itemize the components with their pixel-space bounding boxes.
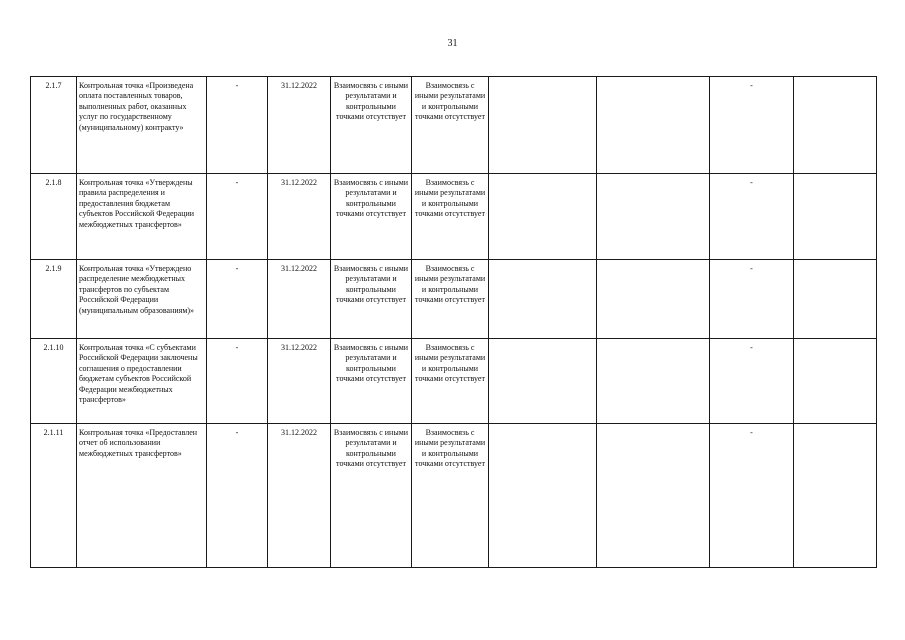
control-point-name: Контрольная точка «Произведена оплата поставленных товаров, выполненных работ, оказанных услуг по государственному (муниципальному) контракту» <box>77 77 207 174</box>
due-date: 31.12.2022 <box>268 77 331 174</box>
table-row <box>31 260 877 339</box>
document-cell: - <box>710 260 794 339</box>
responsible-cell: - <box>207 174 268 260</box>
responsible-cell: - <box>207 77 268 174</box>
row-number: 2.1.9 <box>31 260 77 339</box>
relation-prev: Взаимосвязь с иными результатами и контрольными точками отсутствует <box>331 339 412 424</box>
empty-cell <box>489 77 597 174</box>
empty-cell <box>794 424 877 568</box>
empty-cell <box>597 339 710 424</box>
control-point-name: Контрольная точка «Утверждено распределение межбюджетных трансфертов по субъектам Российской Федерации (муниципальным образованиям)» <box>77 260 207 339</box>
table-row <box>31 339 877 424</box>
row-number: 2.1.8 <box>31 174 77 260</box>
row-number: 2.1.11 <box>31 424 77 568</box>
control-point-name: Контрольная точка «С субъектами Российской Федерации заключены соглашения о предоставлении бюджетам субъектов Российской Федерации межбюджетных трансфертов» <box>77 339 207 424</box>
row-number: 2.1.10 <box>31 339 77 424</box>
empty-cell <box>794 339 877 424</box>
empty-cell <box>794 260 877 339</box>
document-cell: - <box>710 77 794 174</box>
relation-next: Взаимосвязь с иными результатами и контрольными точками отсутствует <box>412 260 489 339</box>
due-date: 31.12.2022 <box>268 260 331 339</box>
empty-cell <box>597 424 710 568</box>
empty-cell <box>597 260 710 339</box>
relation-prev: Взаимосвязь с иными результатами и контрольными точками отсутствует <box>331 260 412 339</box>
document-cell: - <box>710 424 794 568</box>
document-cell: - <box>710 339 794 424</box>
page-number: 31 <box>447 38 458 49</box>
table-row <box>31 174 877 260</box>
control-points-table <box>30 76 877 568</box>
relation-next: Взаимосвязь с иными результатами и контрольными точками отсутствует <box>412 77 489 174</box>
due-date: 31.12.2022 <box>268 339 331 424</box>
empty-cell <box>489 260 597 339</box>
empty-cell <box>794 77 877 174</box>
empty-cell <box>489 174 597 260</box>
due-date: 31.12.2022 <box>268 174 331 260</box>
row-number: 2.1.7 <box>31 77 77 174</box>
relation-prev: Взаимосвязь с иными результатами и контрольными точками отсутствует <box>331 77 412 174</box>
relation-prev: Взаимосвязь с иными результатами и контрольными точками отсутствует <box>331 424 412 568</box>
document-cell: - <box>710 174 794 260</box>
empty-cell <box>597 77 710 174</box>
responsible-cell: - <box>207 424 268 568</box>
table-row <box>31 77 877 174</box>
relation-next: Взаимосвязь с иными результатами и контрольными точками отсутствует <box>412 339 489 424</box>
empty-cell <box>794 174 877 260</box>
relation-next: Взаимосвязь с иными результатами и контрольными точками отсутствует <box>412 424 489 568</box>
responsible-cell: - <box>207 260 268 339</box>
empty-cell <box>597 174 710 260</box>
relation-next: Взаимосвязь с иными результатами и контрольными точками отсутствует <box>412 174 489 260</box>
control-point-name: Контрольная точка «Утверждены правила распределения и предоставления бюджетам субъектов Российской Федерации межбюджетных трансфертов» <box>77 174 207 260</box>
due-date: 31.12.2022 <box>268 424 331 568</box>
empty-cell <box>489 424 597 568</box>
responsible-cell: - <box>207 339 268 424</box>
control-point-name: Контрольная точка «Предоставлен отчет об использовании межбюджетных трансфертов» <box>77 424 207 568</box>
table-row <box>31 424 877 568</box>
relation-prev: Взаимосвязь с иными результатами и контрольными точками отсутствует <box>331 174 412 260</box>
empty-cell <box>489 339 597 424</box>
